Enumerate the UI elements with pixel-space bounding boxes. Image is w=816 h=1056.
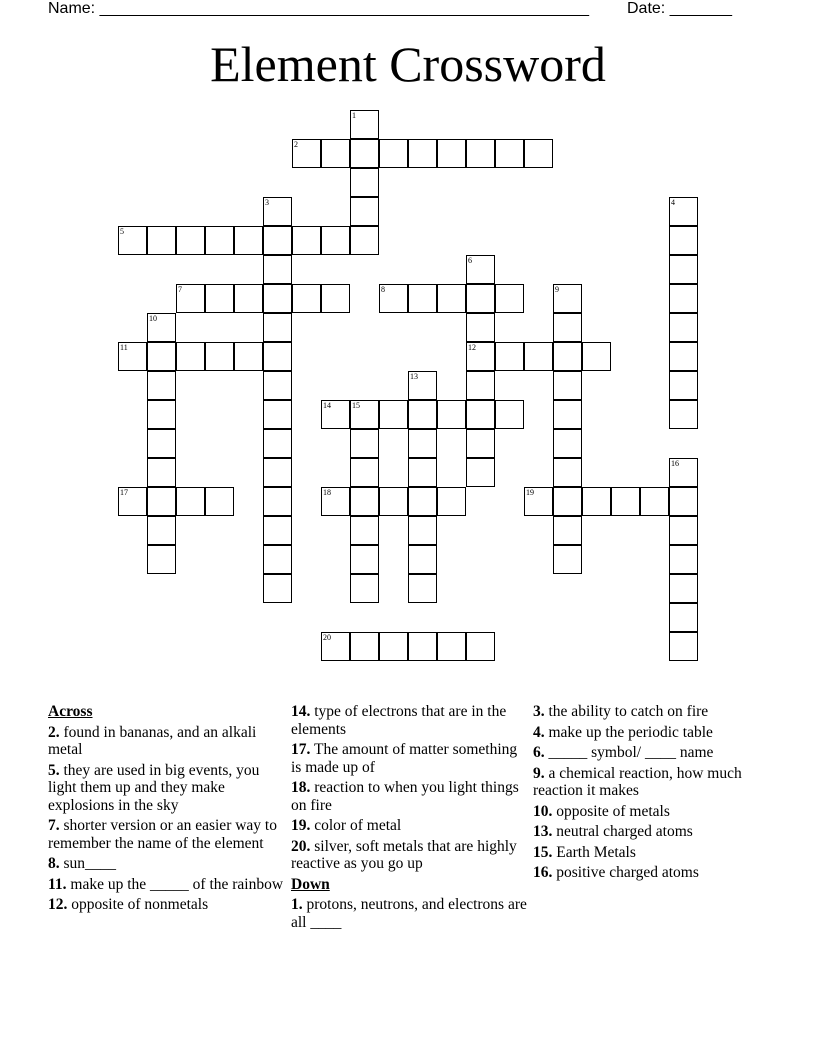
grid-cell[interactable] <box>553 516 582 545</box>
grid-cell[interactable] <box>147 487 176 516</box>
clue-number: 3 <box>265 198 269 207</box>
grid-cell[interactable] <box>350 487 379 516</box>
clue-item-number: 19. <box>291 817 311 834</box>
clue-item <box>533 823 769 841</box>
clue-number: 18 <box>323 488 331 497</box>
grid-cell[interactable] <box>553 487 582 516</box>
grid-cell[interactable] <box>408 545 437 574</box>
clue-item-number: 10. <box>533 802 553 820</box>
grid-cell[interactable] <box>147 516 176 545</box>
clue-number: 8 <box>381 285 385 294</box>
grid-cell[interactable] <box>669 545 698 574</box>
grid-cell[interactable] <box>321 632 350 661</box>
clue-number: 12 <box>468 343 476 352</box>
grid-cell[interactable] <box>147 458 176 487</box>
grid-cell[interactable] <box>350 226 379 255</box>
page-title: Element Crossword <box>210 36 606 92</box>
grid-cell[interactable] <box>669 487 698 516</box>
grid-cell[interactable] <box>669 371 698 400</box>
clue-number: 6 <box>468 256 472 265</box>
clue-item-text: protons, neutrons, and electrons are all ____ <box>291 896 527 931</box>
grid-cell[interactable] <box>350 139 379 168</box>
grid-cell[interactable] <box>466 429 495 458</box>
grid-cell[interactable] <box>669 516 698 545</box>
grid-cell[interactable] <box>321 226 350 255</box>
clue-item-number: 20. <box>291 837 311 855</box>
clue-number: 5 <box>120 227 124 236</box>
grid-cell[interactable] <box>379 139 408 168</box>
clue-item-text: found in bananas, and an alkali metal <box>48 723 257 758</box>
grid-cell[interactable] <box>350 429 379 458</box>
name-field[interactable]: Name: _______________________________________________________ <box>48 0 589 17</box>
clue-item-text: _____ symbol/ ____ name <box>548 744 714 761</box>
clue-item-number: 4. <box>533 723 545 741</box>
grid-cell[interactable] <box>640 487 669 516</box>
clue-item-text: the ability to catch on fire <box>548 703 709 720</box>
grid-cell[interactable] <box>437 139 466 168</box>
clue-item <box>291 838 531 873</box>
grid-cell[interactable] <box>118 487 147 516</box>
grid-cell[interactable] <box>321 139 350 168</box>
clue-item-text: The amount of matter something is made up of <box>291 741 518 776</box>
date-field[interactable]: Date: _______ <box>627 0 732 17</box>
grid-cell[interactable] <box>553 458 582 487</box>
grid-cell[interactable] <box>292 139 321 168</box>
grid-cell[interactable] <box>495 284 524 313</box>
grid-cell[interactable] <box>553 400 582 429</box>
grid-cell[interactable] <box>176 226 205 255</box>
clue-item-number: 14. <box>291 703 311 720</box>
clue-item-text: shorter version or an easier way to remember the name of the element <box>48 817 277 852</box>
clue-item-number: 18. <box>291 779 311 796</box>
grid-cell[interactable] <box>466 342 495 371</box>
grid-cell[interactable] <box>408 139 437 168</box>
across-heading: Across <box>48 703 93 720</box>
grid-cell[interactable] <box>263 458 292 487</box>
grid-cell[interactable] <box>379 284 408 313</box>
clue-number: 17 <box>120 488 128 497</box>
grid-cell[interactable] <box>379 632 408 661</box>
grid-cell[interactable] <box>263 284 292 313</box>
grid-cell[interactable] <box>147 429 176 458</box>
grid-cell[interactable] <box>408 516 437 545</box>
grid-cell[interactable] <box>350 197 379 226</box>
clues-column-2 <box>291 703 531 934</box>
clue-item <box>291 703 531 738</box>
grid-cell[interactable] <box>263 371 292 400</box>
clue-number: 4 <box>671 198 675 207</box>
clue-number: 1 <box>352 111 356 120</box>
grid-cell[interactable] <box>408 400 437 429</box>
clue-item-text: a chemical reaction, how much reaction it makes <box>533 764 742 799</box>
clue-item-text: Earth Metals <box>556 843 636 861</box>
grid-cell[interactable] <box>466 284 495 313</box>
grid-cell[interactable] <box>669 255 698 284</box>
clue-item-text: make up the periodic table <box>548 723 713 741</box>
clue-item <box>48 876 288 894</box>
clue-item <box>291 779 531 814</box>
grid-cell[interactable] <box>234 342 263 371</box>
grid-cell[interactable] <box>147 342 176 371</box>
clue-item <box>533 844 769 862</box>
clue-item-text: type of electrons that are in the elements <box>291 703 507 738</box>
clues-column-3 <box>533 703 769 885</box>
grid-cell[interactable] <box>263 429 292 458</box>
grid-cell[interactable] <box>669 197 698 226</box>
grid-cell[interactable] <box>611 487 640 516</box>
grid-cell[interactable] <box>292 284 321 313</box>
clue-item <box>533 864 769 882</box>
grid-cell[interactable] <box>176 342 205 371</box>
grid-cell[interactable] <box>118 226 147 255</box>
clue-item-number: 8. <box>48 855 60 872</box>
clue-item-text: make up the _____ of the rainbow <box>70 875 284 893</box>
grid-cell[interactable] <box>321 400 350 429</box>
grid-cell[interactable] <box>147 313 176 342</box>
grid-cell[interactable] <box>350 400 379 429</box>
grid-cell[interactable] <box>408 574 437 603</box>
clue-item-text: positive charged atoms <box>556 864 699 881</box>
grid-cell[interactable] <box>408 632 437 661</box>
clue-number: 15 <box>352 401 360 410</box>
grid-cell[interactable] <box>669 400 698 429</box>
grid-cell[interactable] <box>350 516 379 545</box>
clue-item-number: 2. <box>48 723 60 741</box>
grid-cell[interactable] <box>524 139 553 168</box>
grid-cell[interactable] <box>263 197 292 226</box>
clue-item-number: 17. <box>291 741 311 758</box>
grid-cell[interactable] <box>292 226 321 255</box>
grid-cell[interactable] <box>524 342 553 371</box>
clue-number: 11 <box>120 343 128 352</box>
grid-cell[interactable] <box>350 458 379 487</box>
grid-cell[interactable] <box>669 574 698 603</box>
clue-item-number: 15. <box>533 843 553 861</box>
clue-item <box>48 817 288 852</box>
clue-number: 19 <box>526 488 534 497</box>
grid-cell[interactable] <box>234 284 263 313</box>
grid-cell[interactable] <box>263 313 292 342</box>
clue-number: 10 <box>149 314 157 323</box>
grid-cell[interactable] <box>205 342 234 371</box>
grid-cell[interactable] <box>466 371 495 400</box>
clue-item-number: 11. <box>48 875 67 893</box>
grid-cell[interactable] <box>321 487 350 516</box>
grid-cell[interactable] <box>408 371 437 400</box>
clue-number: 9 <box>555 285 559 294</box>
grid-cell[interactable] <box>669 284 698 313</box>
grid-cell[interactable] <box>466 139 495 168</box>
grid-cell[interactable] <box>263 545 292 574</box>
clue-item <box>48 855 288 873</box>
grid-cell[interactable] <box>263 342 292 371</box>
clue-number: 13 <box>410 372 418 381</box>
grid-cell[interactable] <box>553 313 582 342</box>
grid-cell[interactable] <box>553 284 582 313</box>
grid-cell[interactable] <box>553 371 582 400</box>
grid-cell[interactable] <box>466 458 495 487</box>
grid-cell[interactable] <box>466 400 495 429</box>
grid-cell[interactable] <box>350 574 379 603</box>
clue-item-text: silver, soft metals that are highly reactive as you go up <box>291 837 517 872</box>
clue-item <box>48 724 288 759</box>
clue-number: 7 <box>178 285 182 294</box>
clue-item <box>533 724 769 742</box>
grid-cell[interactable] <box>495 342 524 371</box>
grid-cell[interactable] <box>263 400 292 429</box>
grid-cell[interactable] <box>176 487 205 516</box>
clue-item <box>291 741 531 776</box>
grid-cell[interactable] <box>408 487 437 516</box>
clue-item-text: they are used in big events, you light them up and they make explosions in the sky <box>48 761 260 814</box>
clue-item <box>533 744 769 762</box>
clue-item-number: 16. <box>533 864 553 881</box>
grid-cell[interactable] <box>669 313 698 342</box>
grid-cell[interactable] <box>176 284 205 313</box>
clue-number: 2 <box>294 140 298 149</box>
clue-item-text: color of metal <box>314 817 402 834</box>
down-heading: Down <box>291 875 330 893</box>
clue-item-number: 13. <box>533 823 553 840</box>
grid-cell[interactable] <box>350 632 379 661</box>
grid-cell[interactable] <box>524 487 553 516</box>
grid-cell[interactable] <box>466 313 495 342</box>
grid-cell[interactable] <box>495 400 524 429</box>
clue-item-text: opposite of nonmetals <box>71 896 209 913</box>
grid-cell[interactable] <box>263 226 292 255</box>
grid-cell[interactable] <box>205 226 234 255</box>
grid-cell[interactable] <box>147 371 176 400</box>
grid-cell[interactable] <box>118 342 147 371</box>
clue-item <box>533 803 769 821</box>
clue-item-number: 5. <box>48 761 60 779</box>
clue-item-number: 1. <box>291 896 303 913</box>
grid-cell[interactable] <box>437 487 466 516</box>
grid-cell[interactable] <box>263 516 292 545</box>
clue-item-number: 3. <box>533 703 545 720</box>
grid-cell[interactable] <box>350 168 379 197</box>
grid-cell[interactable] <box>669 226 698 255</box>
clue-item <box>533 765 769 800</box>
grid-cell[interactable] <box>669 342 698 371</box>
grid-cell[interactable] <box>205 284 234 313</box>
grid-cell[interactable] <box>205 487 234 516</box>
grid-cell[interactable] <box>263 574 292 603</box>
grid-cell[interactable] <box>263 487 292 516</box>
clue-item-number: 12. <box>48 896 68 913</box>
clue-item-number: 9. <box>533 764 545 782</box>
clue-item-text: neutral charged atoms <box>556 823 693 840</box>
clue-item <box>291 817 531 835</box>
grid-cell[interactable] <box>495 139 524 168</box>
grid-cell[interactable] <box>437 400 466 429</box>
grid-cell[interactable] <box>350 545 379 574</box>
grid-cell[interactable] <box>408 284 437 313</box>
grid-cell[interactable] <box>582 342 611 371</box>
grid-cell[interactable] <box>466 255 495 284</box>
grid-cell[interactable] <box>553 342 582 371</box>
grid-cell[interactable] <box>437 284 466 313</box>
clue-item <box>48 762 288 815</box>
grid-cell[interactable] <box>321 284 350 313</box>
grid-cell[interactable] <box>350 110 379 139</box>
grid-cell[interactable] <box>408 458 437 487</box>
grid-cell[interactable] <box>147 400 176 429</box>
grid-cell[interactable] <box>147 545 176 574</box>
grid-cell[interactable] <box>669 603 698 632</box>
grid-cell[interactable] <box>669 632 698 661</box>
grid-cell[interactable] <box>379 487 408 516</box>
clue-item-number: 6. <box>533 744 545 761</box>
grid-cell[interactable] <box>553 429 582 458</box>
grid-cell[interactable] <box>379 400 408 429</box>
grid-cell[interactable] <box>437 632 466 661</box>
clue-item <box>48 896 288 914</box>
clue-item-text: sun____ <box>63 855 117 872</box>
clue-item-text: opposite of metals <box>556 802 670 820</box>
grid-cell[interactable] <box>263 255 292 284</box>
clue-item <box>533 703 769 721</box>
grid-cell[interactable] <box>466 632 495 661</box>
grid-cell[interactable] <box>582 487 611 516</box>
clues-column-1 <box>48 703 288 917</box>
grid-cell[interactable] <box>553 545 582 574</box>
grid-cell[interactable] <box>408 429 437 458</box>
clue-item <box>291 896 531 931</box>
grid-cell[interactable] <box>147 226 176 255</box>
clue-number: 20 <box>323 633 331 642</box>
clue-item-text: reaction to when you light things on fire <box>291 779 519 814</box>
grid-cell[interactable] <box>669 458 698 487</box>
grid-cell[interactable] <box>234 226 263 255</box>
clue-number: 16 <box>671 459 679 468</box>
clue-item-number: 7. <box>48 817 60 834</box>
clue-number: 14 <box>323 401 331 410</box>
